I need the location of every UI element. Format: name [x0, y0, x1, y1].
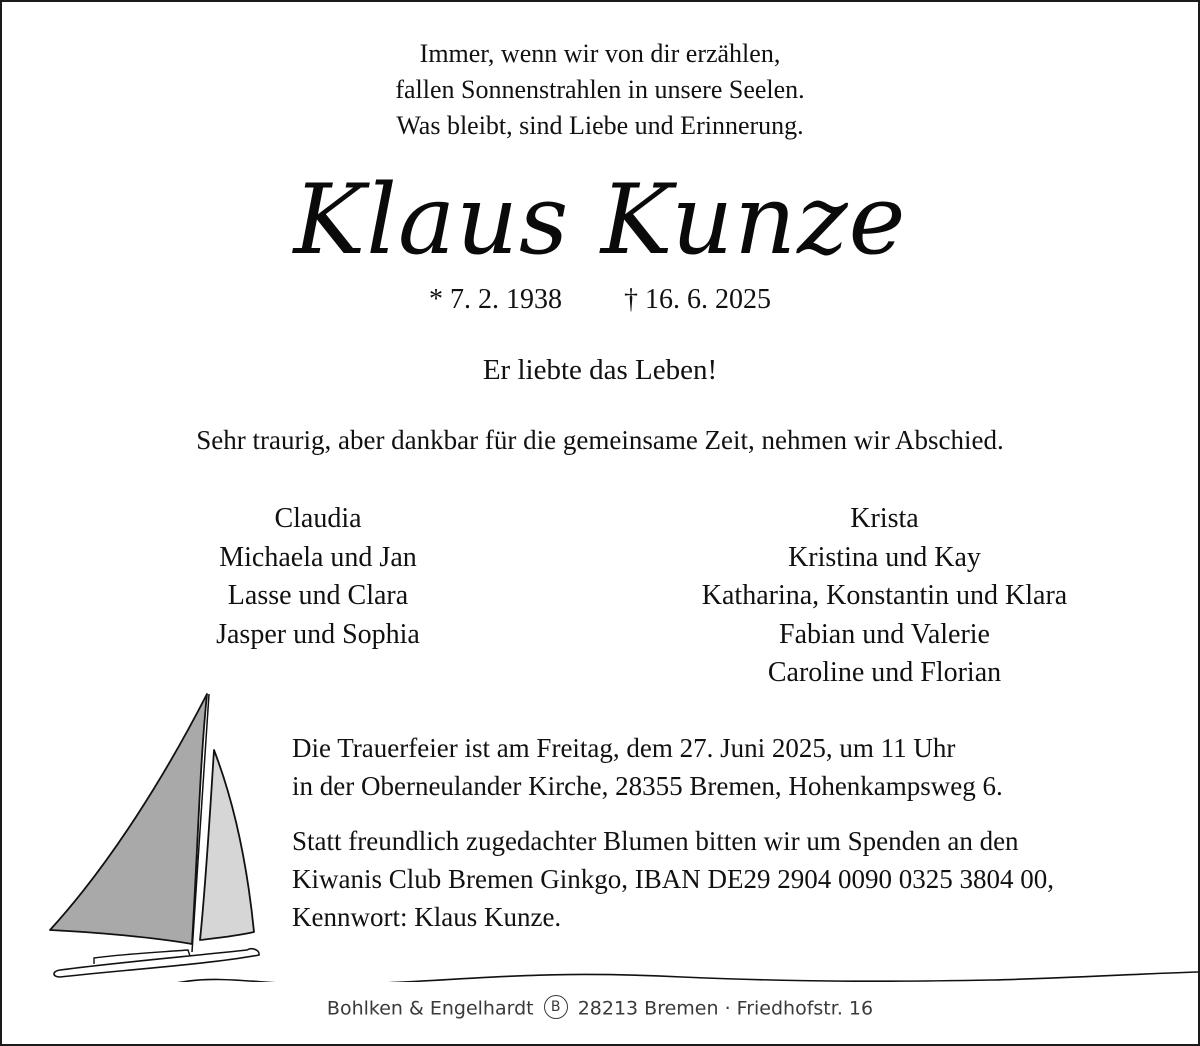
poem-line: fallen Sonnenstrahlen in unsere Seelen.: [395, 75, 805, 104]
family-member: Caroline und Florian: [767, 657, 1002, 688]
funeral-home-name: Bohlken & Engelhardt: [326, 997, 534, 1020]
farewell-text: Sehr traurig, aber dankbar für die gemeinsame Zeit, nehmen wir Abschied.: [196, 425, 1004, 455]
ceremony-line: in der Oberneulander Kirche, 28355 Bremen, Hohenkampsweg 6.: [292, 771, 1003, 801]
boat-hull: [54, 949, 259, 977]
family-list-right: [622, 500, 1147, 693]
funeral-home-logo-icon: B: [544, 995, 568, 1019]
family-member: Kristina und Kay: [788, 541, 981, 573]
ceremony-info: [292, 729, 1003, 805]
donation-info: [292, 822, 1054, 936]
main-sail: [50, 694, 207, 944]
family-list-left: [118, 500, 518, 654]
death-date: † 16. 6. 2025: [624, 284, 771, 315]
family-member: Lasse und Clara: [227, 580, 409, 611]
jib-sail: [200, 750, 254, 940]
funeral-home-address: 28213 Bremen · Friedhofstr. 16: [577, 997, 874, 1020]
donation-line: Kiwanis Club Bremen Ginkgo, IBAN DE29 2904 0090 0325 3804 00,: [292, 864, 1054, 894]
family-member: Michaela und Jan: [219, 541, 417, 573]
funeral-home-footer: [2, 997, 1198, 1021]
donation-line: Statt freundlich zugedachter Blumen bitten wir um Spenden an den: [292, 826, 1019, 856]
poem-line: Was bleibt, sind Liebe und Erinnerung.: [396, 111, 804, 140]
life-dates: [2, 282, 1198, 318]
deceased-name: Klaus Kunze: [293, 164, 907, 276]
donation-line: Kennwort: Klaus Kunze.: [292, 902, 562, 932]
family-member: Jasper und Sophia: [216, 618, 420, 650]
poem: [2, 36, 1198, 144]
family-member: Krista: [850, 503, 919, 534]
family-member: Katharina, Konstantin und Klara: [701, 580, 1068, 611]
poem-line: Immer, wenn wir von dir erzählen,: [419, 39, 781, 68]
motto: Er liebte das Leben!: [482, 354, 718, 386]
ceremony-line: Die Trauerfeier ist am Freitag, dem 27. Juni 2025, um 11 Uhr: [292, 733, 956, 763]
family-member: Fabian und Valerie: [779, 618, 990, 650]
water-line: [4, 972, 1198, 982]
family-member: Claudia: [274, 503, 362, 534]
birth-date: * 7. 2. 1938: [429, 284, 562, 315]
